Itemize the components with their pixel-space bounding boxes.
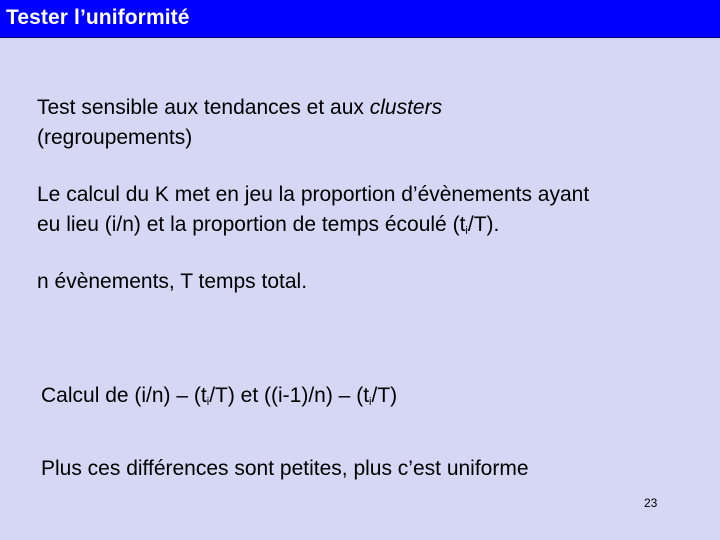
paragraph-difference-formula — [41, 381, 397, 411]
p1-text: Test sensible aux tendances et aux — [37, 96, 370, 119]
p2-line1: Le calcul du K met en jeu la proportion d’évènements ayant — [37, 183, 590, 206]
p2-line2-before: eu lieu (i/n) et la proportion de temps écoulé (t — [37, 213, 466, 236]
p2-line2-after: /T). — [467, 213, 500, 236]
p1-line2: (regroupements) — [37, 126, 193, 149]
title-bar — [0, 0, 720, 38]
paragraph-definitions — [37, 267, 307, 297]
p4-part-a: Calcul de (i/n) – (t — [41, 384, 207, 407]
p5-text: Plus ces différences sont petites, plus c’est uniforme — [41, 457, 529, 480]
paragraph-k-calculation — [37, 180, 589, 240]
p4-part-c: /T) — [371, 384, 398, 407]
p4-part-b: /T) et ((i-1)/n) – (t — [209, 384, 370, 407]
paragraph-trend-sensitivity — [37, 93, 442, 153]
paragraph-conclusion — [41, 454, 529, 484]
p3-text: n évènements, T temps total. — [37, 270, 308, 293]
p4-subscript-2: i — [369, 396, 372, 408]
p2-subscript-i: i — [465, 225, 468, 237]
p4-subscript-1: i — [206, 396, 210, 408]
page-number: 23 — [644, 496, 658, 510]
slide-title: Tester l’uniformité — [6, 6, 190, 29]
p1-italic-term: clusters — [369, 96, 443, 119]
